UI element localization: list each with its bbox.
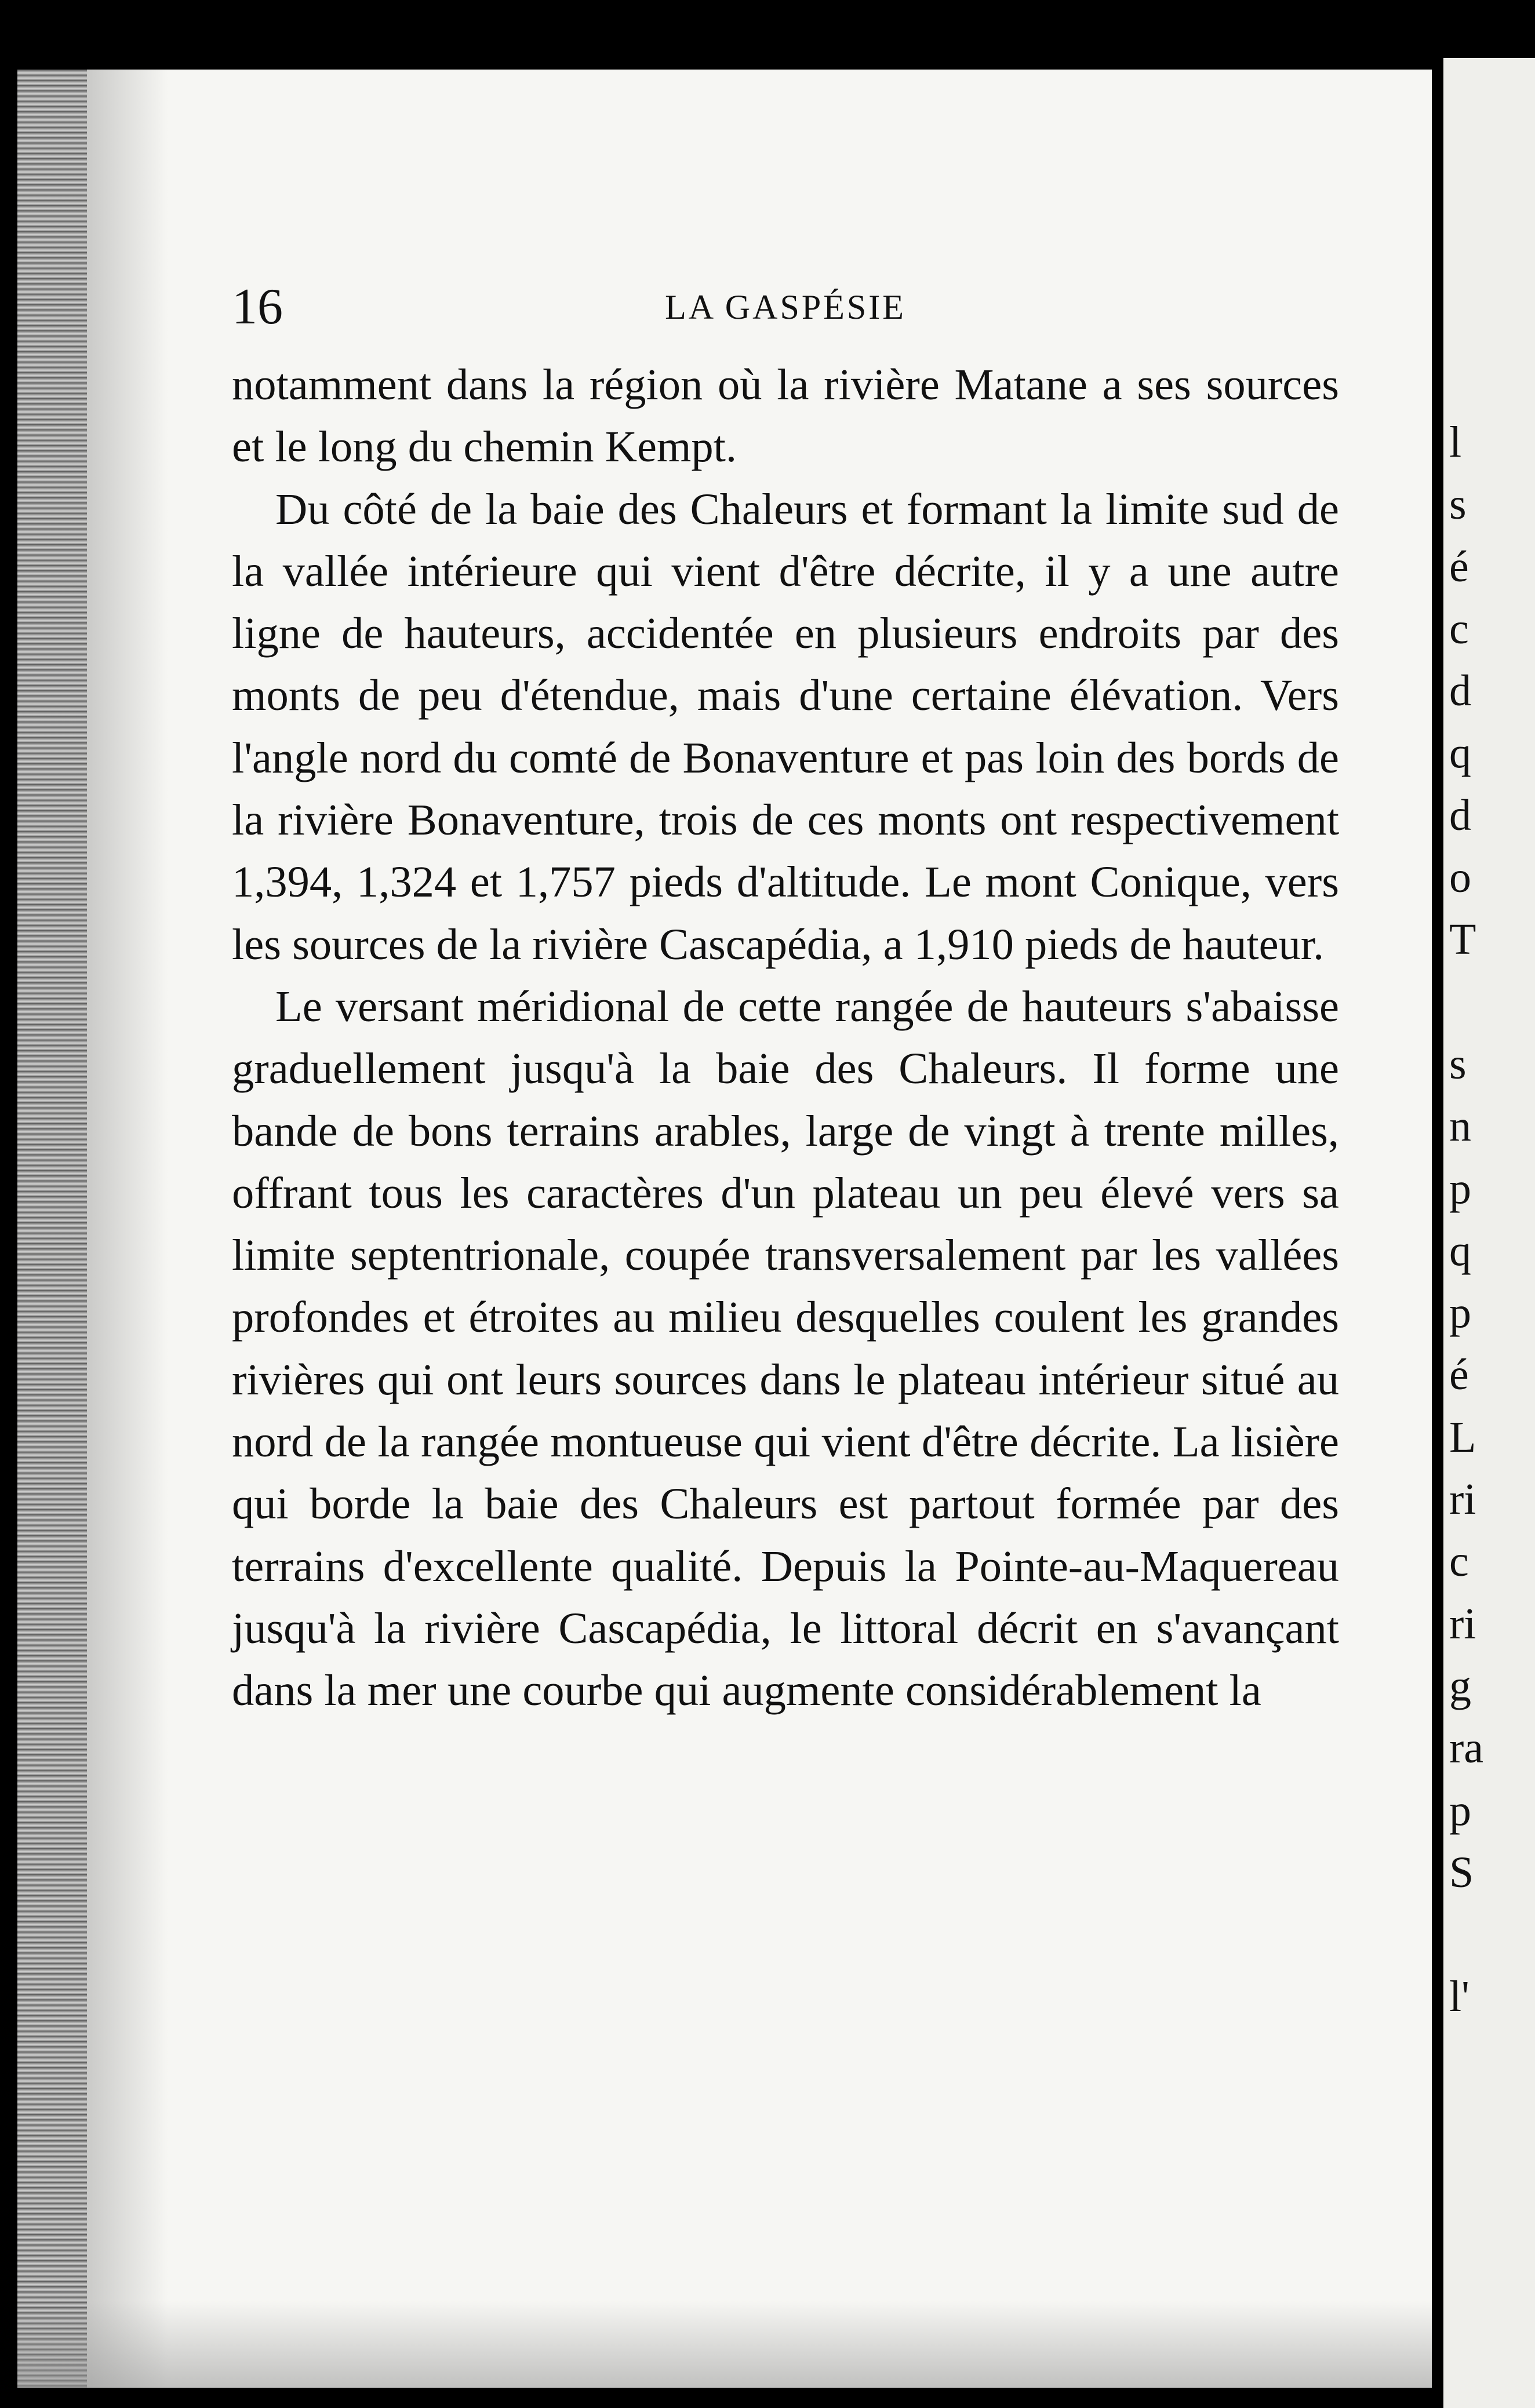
text-fragment: ri <box>1449 1475 1476 1524</box>
text-fragment: o <box>1449 853 1471 902</box>
gutter-shadow <box>87 70 168 2388</box>
text-fragment <box>1449 971 1483 1033</box>
text-fragment: S <box>1449 1848 1474 1897</box>
page-divider <box>1432 0 1443 2408</box>
text-fragment: ra <box>1449 1724 1484 1773</box>
page-header <box>232 272 1339 342</box>
text-fragment: d <box>1449 790 1471 840</box>
text-fragment: l <box>1449 418 1462 467</box>
text-fragment: d <box>1449 666 1471 716</box>
adjacent-page-text <box>1449 411 1483 2028</box>
text-fragment: g <box>1449 1661 1471 1710</box>
running-title: LA GASPÉSIE <box>665 288 906 326</box>
text-fragment: ri <box>1449 1599 1476 1648</box>
text-fragment: c <box>1449 1537 1469 1586</box>
paragraph: notamment dans la région où la rivière Matane a ses sources et le long du chemin Kempt. <box>232 360 1339 472</box>
text-fragment: n <box>1449 1102 1471 1151</box>
page-bottom-shadow <box>17 2301 1432 2388</box>
text-fragment: s <box>1449 1039 1467 1088</box>
text-fragment: L <box>1449 1412 1476 1462</box>
page-gutter <box>17 70 87 2388</box>
text-fragment: p <box>1449 1786 1471 1835</box>
text-fragment: é <box>1449 1350 1469 1400</box>
text-fragment: q <box>1449 728 1471 778</box>
text-fragment: T <box>1449 915 1476 964</box>
text-fragment: é <box>1449 542 1469 591</box>
paragraph: Du côté de la baie des Chaleurs et formant la limite sud de la vallée intérieure qui vient d'être décrite, il y a une autre ligne de hauteurs, accidentée en plusieurs endroits par des monts de peu d'étendue, mais d'une certaine élévation. Vers l'angle nord du comté de Bonaventure et pas loin des bords de la rivière Bonaventure, trois de ces monts ont respectivement 1,394, 1,324 et 1,757 pieds d'altitude. Le mont Conique, vers les sources de la rivière Cascapédia, a 1,910 pieds de hauteur. <box>232 484 1339 969</box>
text-fragment: q <box>1449 1226 1471 1275</box>
body-text <box>232 354 1339 1722</box>
text-fragment: p <box>1449 1164 1471 1213</box>
text-fragment <box>1449 1904 1483 1966</box>
page-number: 16 <box>232 279 283 335</box>
paragraph: Le versant méridional de cette rangée de hauteurs s'abaisse graduellement jusqu'à la baie des Chaleurs. Il forme une bande de bons terrains arables, large de vingt à trente milles, offrant tous les caractères d'un plateau un peu élevé vers sa limite septentrionale, coupée transversalement par les vallées profondes et étroites au milieu desquelles coulent les grandes rivières qui ont leurs sources dans le plateau intérieur situé au nord de la rangée montueuse qui vient d'être décrite. La lisière qui borde la baie des Chaleurs est partout formée par des terrains d'excellente qualité. Depuis la Pointe-au-Maquereau jusqu'à la rivière Cascapédia, le littoral décrit en s'avançant dans la mer une courbe qui augmente considérablement la <box>232 981 1339 1715</box>
text-fragment: p <box>1449 1288 1471 1338</box>
text-fragment: l' <box>1449 1972 1469 2021</box>
text-fragment: c <box>1449 604 1469 653</box>
adjacent-page-edge <box>1443 58 1535 2408</box>
text-fragment: s <box>1449 480 1467 529</box>
